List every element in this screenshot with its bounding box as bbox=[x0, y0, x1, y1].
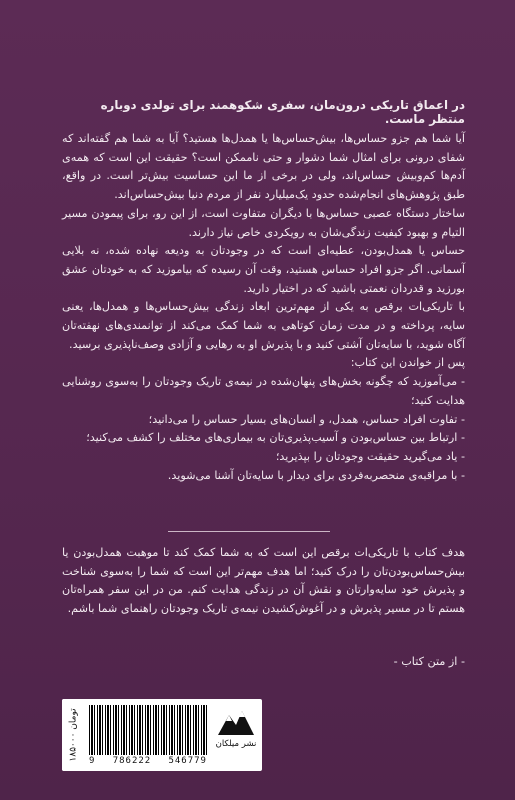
barcode-digits: 9 786222 546779 bbox=[89, 756, 207, 766]
body-text bbox=[62, 130, 465, 485]
paragraph: حساس یا همدل‌بودن، عطیه‌ای است که در وجودتان به ودیعه نهاده شده، نه بلایی آسمانی. اگر جزو افراد حساس هستید، وقت آن رسیده که بیاموزید که به خودتان عشق بورزید و قدردان نعمتی باشید که در اختیار دارید. bbox=[62, 244, 465, 295]
paragraph: آیا شما هم جزو حساس‌ها، بیش‌حساس‌ها یا همدل‌ها هستید؟ آیا به شما هم گفته‌اند که شفای درونی برای امثال شما دشوار و حتی ناممکن است؟ حقیقت این است که همه‌ی آدم‌ها کم‌وبیش حساس‌اند، ولی در برخی از ما این حساسیت بیش‌تر است. در واقع، طبق پژوهش‌های انجام‌شده حدود یک‌میلیارد نفر از مردم دنیا بیش‌حساس‌اند. bbox=[62, 132, 465, 202]
quote-block bbox=[62, 544, 465, 619]
price-label: ۱۸۵۰۰۰ تومان bbox=[62, 699, 86, 771]
list-item: - با مراقبه‌ی منحصربه‌فردی برای دیدار با سایه‌تان آشنا می‌شوید. bbox=[167, 468, 465, 482]
publisher-name: نشر میلکان bbox=[215, 739, 257, 749]
barcode-box bbox=[62, 699, 262, 771]
cover-headline: در اعماق تاریکی درون‌مان، سفری شکوهمند برای تولدی دوباره منتظر ماست. bbox=[100, 98, 465, 126]
list-item: - ارتباط بین حساس‌بودن و آسیب‌پذیری‌تان به بیماری‌های مختلف را کشف می‌کنید؛ bbox=[86, 431, 465, 445]
mountain-logo-icon bbox=[216, 705, 256, 737]
barcode-bars bbox=[89, 705, 207, 755]
divider bbox=[168, 531, 330, 532]
list-item: - می‌آموزید که چگونه بخش‌های پنهان‌شده در نیمه‌ی تاریک وجودتان را به‌سوی روشنایی هدایت کنید؛ bbox=[62, 375, 465, 407]
quote-source: - از متن کتاب - bbox=[393, 655, 465, 668]
publisher-logo bbox=[213, 703, 259, 767]
paragraph: با تاریکی‌ات برقص به یکی از مهم‌ترین ابعاد زندگی بیش‌حساس‌ها و همدل‌ها، یعنی سایه، پرداخته و در مدت زمان کوتاهی به شما کمک می‌کند از توانمندی‌های نهفته‌تان آگاه شوید، با سایه‌تان آشتی کنید و با پذیرش او به رهایی و آزادی وصف‌ناپذیری برسید. bbox=[62, 300, 465, 351]
paragraph: پس از خواندن این کتاب: bbox=[350, 356, 465, 370]
list-item: - یاد می‌گیرید حقیقت وجودتان را بپذیرید؛ bbox=[275, 449, 465, 463]
quote-text: هدف کتاب با تاریکی‌ات برقص این است که به شما کمک کند تا موهبت همدل‌بودن یا بیش‌حساس‌بودن‌تان را درک کنید؛ اما هدف مهم‌تر این است که شما را به‌سوی شناخت و پذیرش خود سایه‌وارتان و نقش آن در زندگی هدایت کنم. من در این سفر همراه‌تان هستم تا در مسیر پذیرش و در آغوش‌کشیدن نیمه‌ی تاریک وجودتان راهنمای شما باشم. bbox=[62, 546, 465, 616]
list-item: - تفاوت افراد حساس، همدل، و انسان‌های بسیار حساس را می‌دانید؛ bbox=[148, 412, 465, 426]
paragraph: ساختار دستگاه عصبی حساس‌ها با دیگران متفاوت است، از این رو، برای پیمودن مسیر التیام و بهبود کیفیت زندگی‌شان به رویکردی خاص نیاز دارند. bbox=[62, 206, 465, 239]
